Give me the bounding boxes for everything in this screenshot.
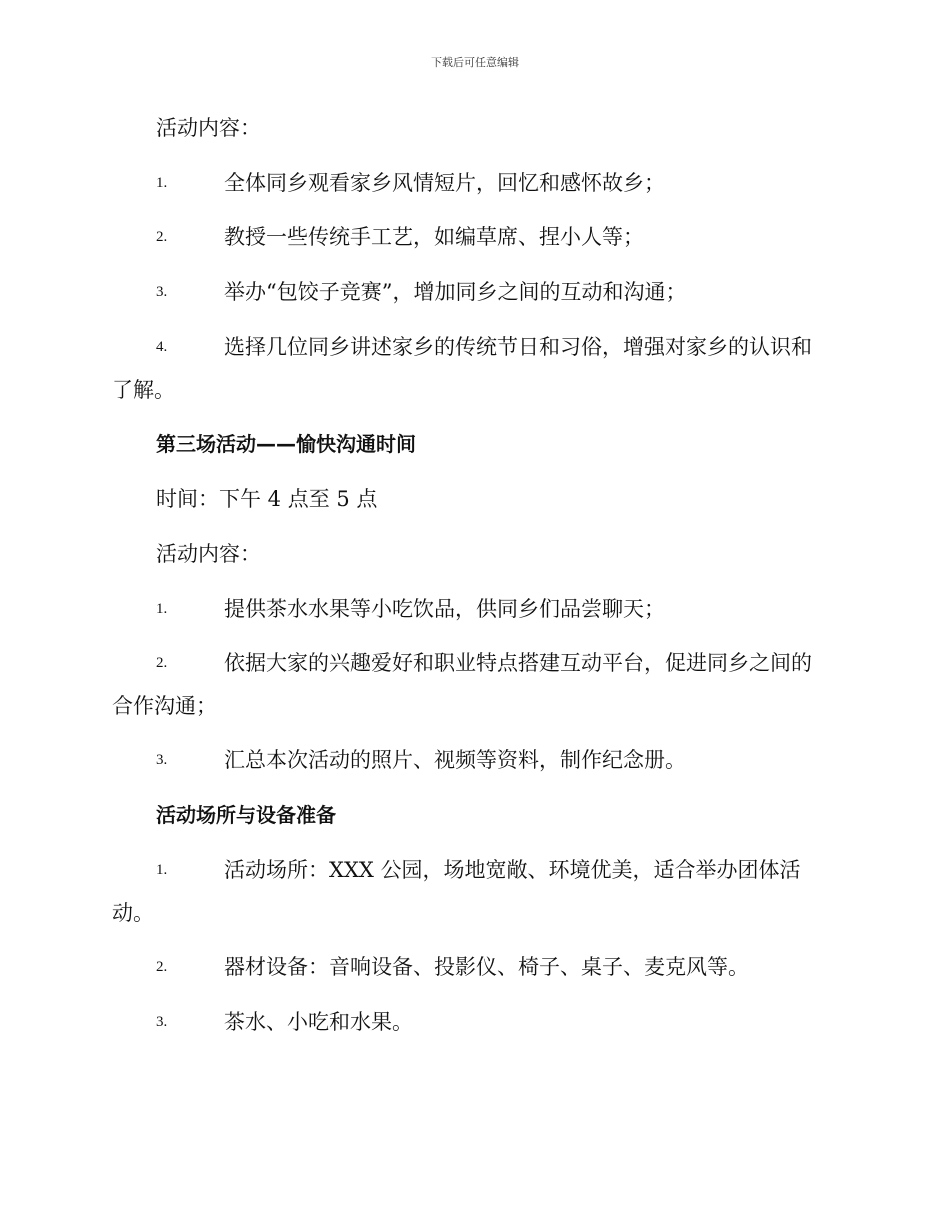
list-number: 3. — [156, 1014, 168, 1030]
activity-content-label: 活动内容： — [156, 116, 261, 140]
list-item: 举办“包饺子竞赛”，增加同乡之间的互动和沟通； — [224, 280, 687, 304]
time-text: 时间：下午 4 点至 5 点 — [156, 487, 378, 511]
list-number: 2. — [156, 959, 168, 975]
list-number: 4. — [156, 339, 168, 355]
activity-content-label: 活动内容： — [156, 542, 261, 566]
list-item: 提供茶水水果等小吃饮品，供同乡们品尝聊天； — [224, 597, 665, 621]
list-number: 1. — [156, 601, 168, 617]
list-item: 活动场所：XXX 公园，场地宽敞、环境优美，适合举办团体活 — [224, 858, 801, 882]
list-item-continuation: 了解。 — [112, 378, 175, 402]
list-number: 2. — [156, 655, 168, 671]
list-item-continuation: 动。 — [112, 901, 154, 925]
list-item: 器材设备：音响设备、投影仪、椅子、桌子、麦克风等。 — [224, 955, 749, 979]
list-item: 教授一些传统手工艺，如编草席、捏小人等； — [224, 225, 644, 249]
list-item: 依据大家的兴趣爱好和职业特点搭建互动平台，促进同乡之间的 — [224, 651, 812, 675]
list-number: 1. — [156, 175, 168, 191]
list-item: 选择几位同乡讲述家乡的传统节日和习俗，增强对家乡的认识和 — [224, 335, 812, 359]
list-number: 1. — [156, 862, 168, 878]
page-header: 下载后可任意编辑 — [431, 56, 519, 69]
list-number: 3. — [156, 284, 168, 300]
list-number: 3. — [156, 752, 168, 768]
list-item: 全体同乡观看家乡风情短片，回忆和感怀故乡； — [224, 171, 665, 195]
section-heading: 活动场所与设备准备 — [156, 803, 336, 827]
list-item: 茶水、小吃和水果。 — [224, 1010, 413, 1034]
section-heading: 第三场活动——愉快沟通时间 — [156, 432, 416, 456]
list-number: 2. — [156, 229, 168, 245]
list-item: 汇总本次活动的照片、视频等资料，制作纪念册。 — [224, 748, 686, 772]
list-item-continuation: 合作沟通； — [112, 694, 217, 718]
